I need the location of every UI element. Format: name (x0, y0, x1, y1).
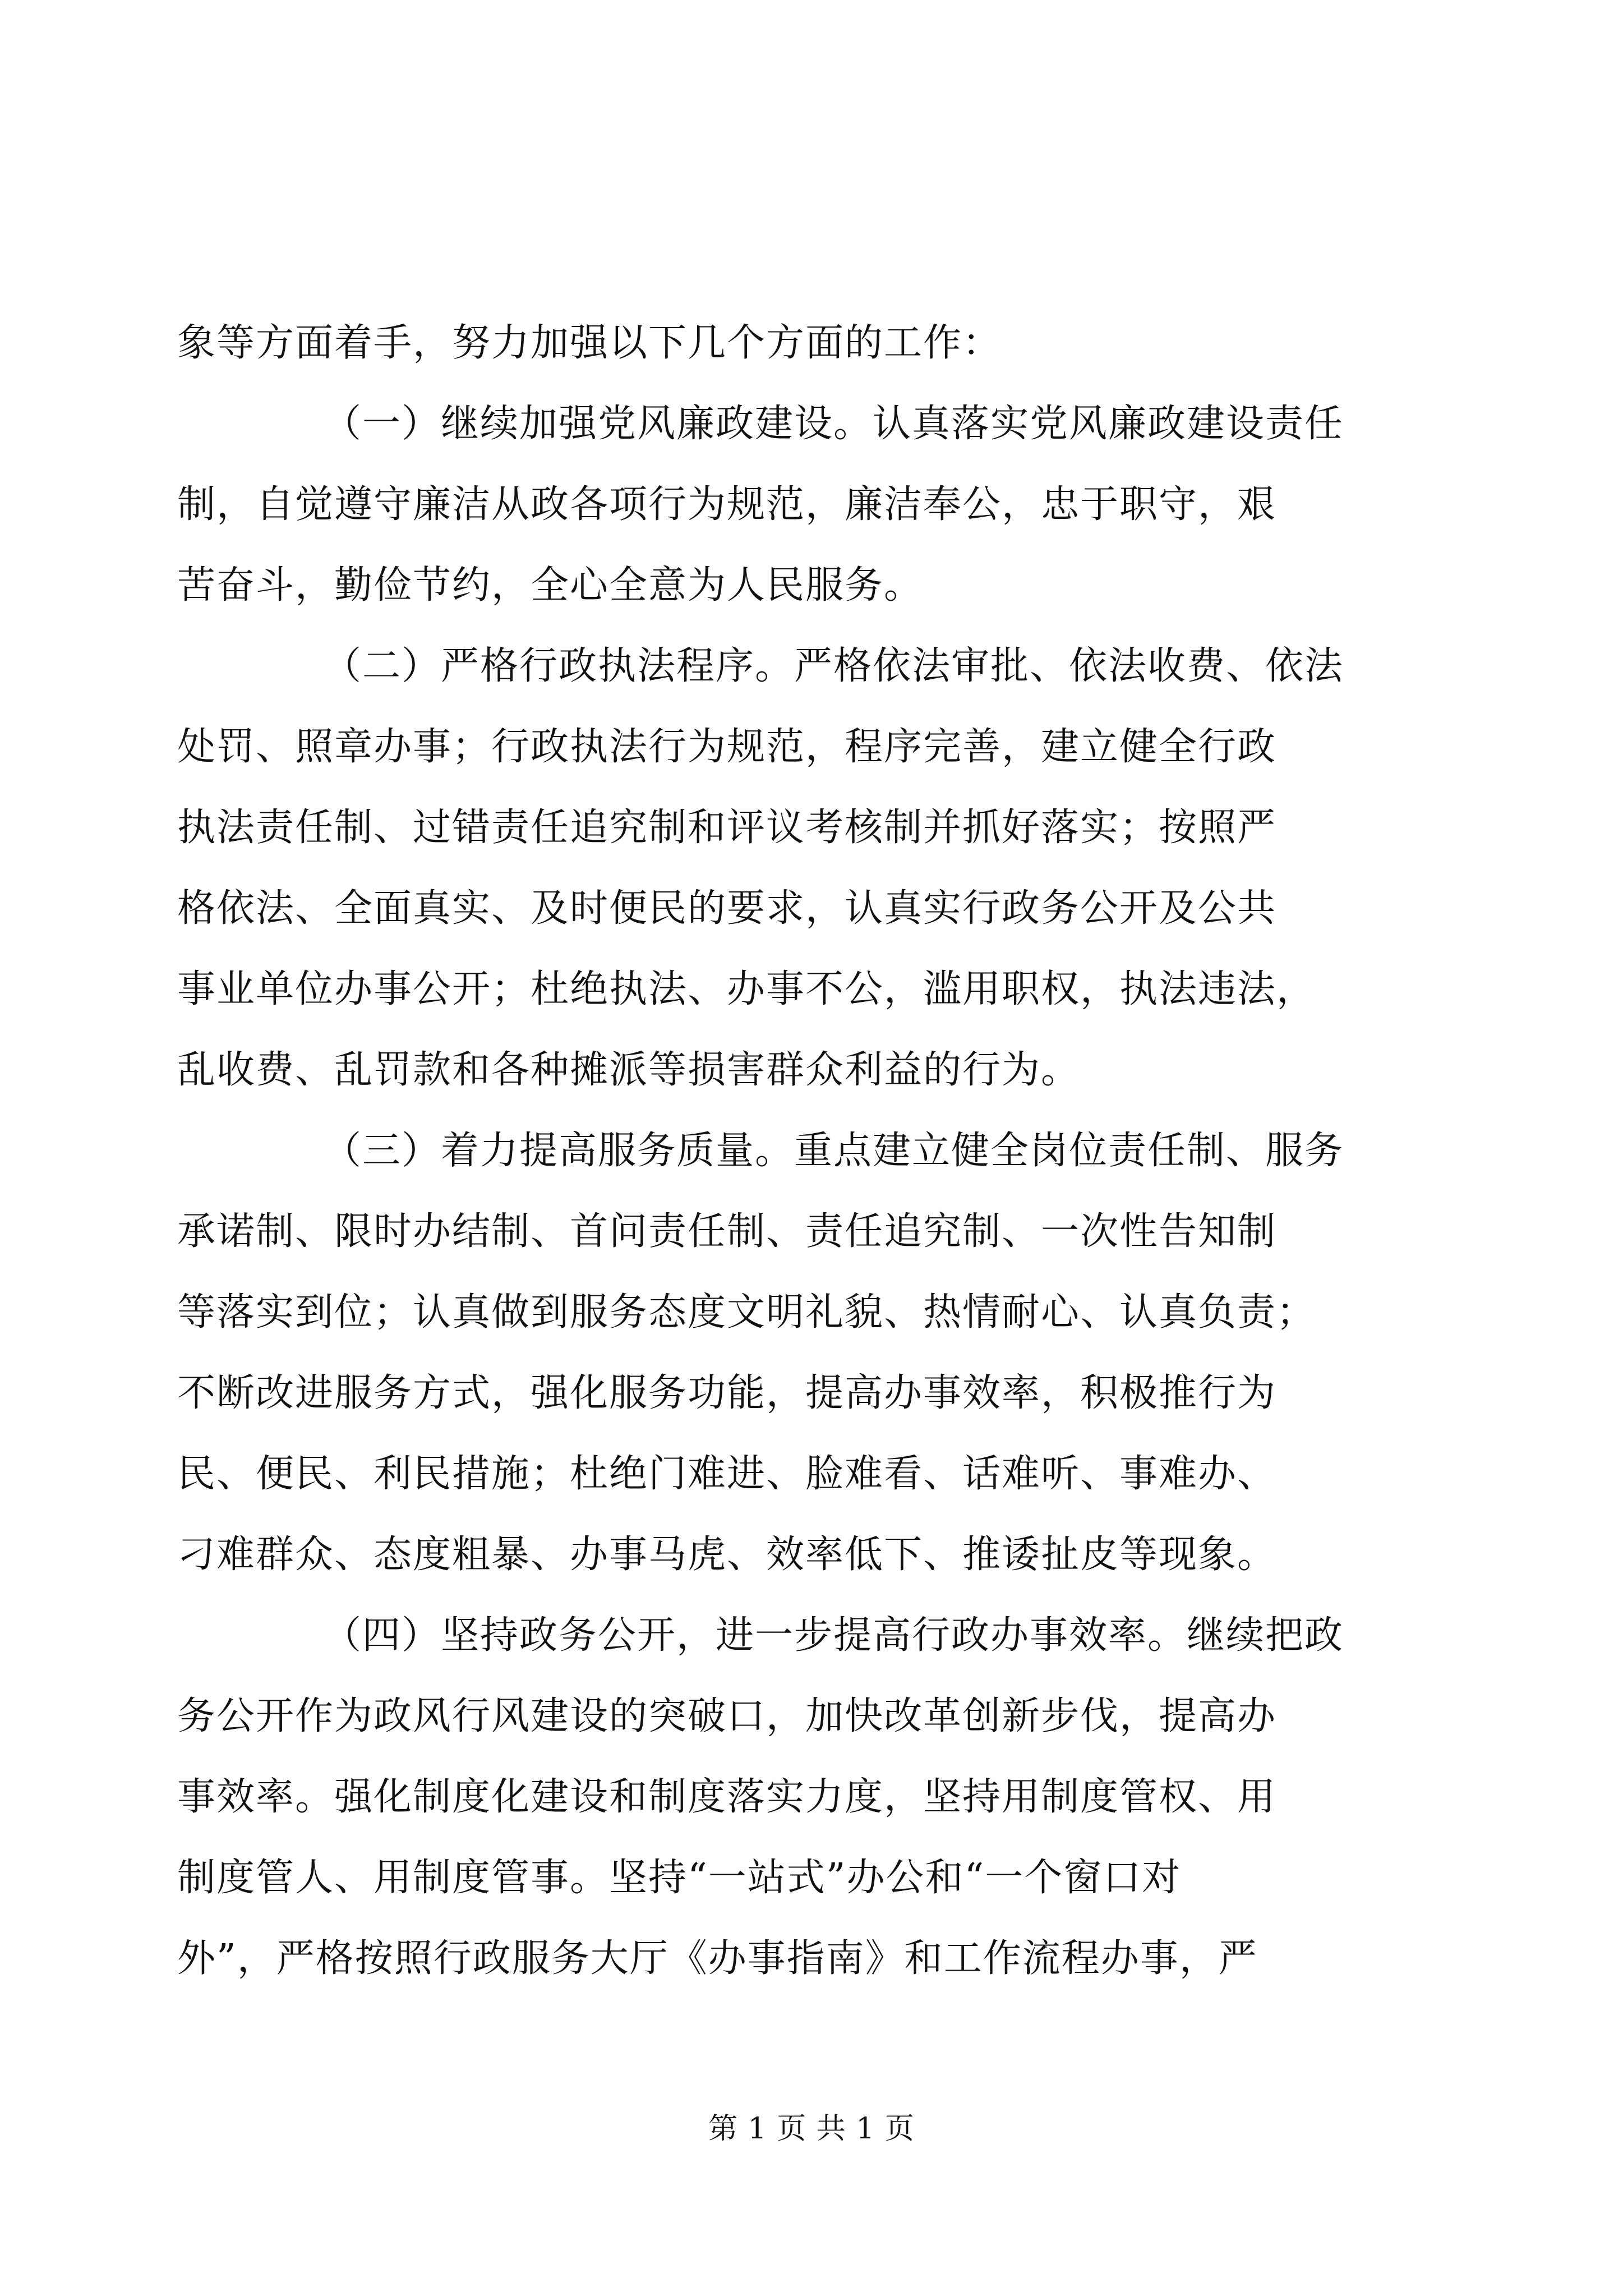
text-line: 事业单位办事公开；杜绝执法、办事不公，滥用职权，执法违法， (177, 967, 1316, 1011)
text-line: 乱收费、乱罚款和各种摊派等损害群众利益的行为。 (177, 1048, 1081, 1092)
text-line: 制，自觉遵守廉洁从政各项行为规范，廉洁奉公，忠于职守，艰 (177, 482, 1277, 527)
text-line: 执法责任制、过错责任追究制和评议考核制并抓好落实；按照严 (177, 806, 1277, 850)
text-line: 事效率。强化制度化建设和制度落实力度，坚持用制度管权、用 (177, 1775, 1277, 1819)
text-line: 等落实到位；认真做到服务态度文明礼貌、热情耐心、认真负责； (177, 1290, 1316, 1335)
text-line: 外”，严格按照行政服务大厅《办事指南》和工作流程办事，严 (177, 1936, 1258, 1981)
section-three-heading-line: （三）着力提高服务质量。重点建立健全岗位责任制、服务 (323, 1129, 1344, 1173)
body-text (177, 303, 1445, 1999)
text-line: 制度管人、用制度管事。坚持“一站式”办公和“一个窗口对 (177, 1856, 1182, 1900)
text-line: 苦奋斗，勤俭节约，全心全意为人民服务。 (177, 563, 924, 608)
section-one-heading-line: （一）继续加强党风廉政建设。认真落实党风廉政建设责任 (323, 402, 1344, 446)
text-line: 承诺制、限时办结制、首问责任制、责任追究制、一次性告知制 (177, 1209, 1277, 1254)
text-line: 处罚、照章办事；行政执法行为规范，程序完善，建立健全行政 (177, 725, 1277, 769)
text-line: 格依法、全面真实、及时便民的要求，认真实行政务公开及公共 (177, 886, 1277, 931)
text-line: 务公开作为政风行风建设的突破口，加快改革创新步伐，提高办 (177, 1694, 1277, 1738)
text-line: 象等方面着手，努力加强以下几个方面的工作： (177, 321, 1002, 365)
text-line: 民、便民、利民措施；杜绝门难进、脸难看、话难听、事难办、 (177, 1452, 1277, 1496)
page-footer: 第 1 页 共 1 页 (708, 2112, 915, 2146)
section-four-heading-line: （四）坚持政务公开，进一步提高行政办事效率。继续把政 (323, 1613, 1344, 1658)
text-line: 不断改进服务方式，强化服务功能，提高办事效率，积极推行为 (177, 1371, 1277, 1415)
text-line: 刁难群众、态度粗暴、办事马虎、效率低下、推诿扯皮等现象。 (177, 1533, 1277, 1577)
section-two-heading-line: （二）严格行政执法程序。严格依法审批、依法收费、依法 (323, 644, 1344, 688)
